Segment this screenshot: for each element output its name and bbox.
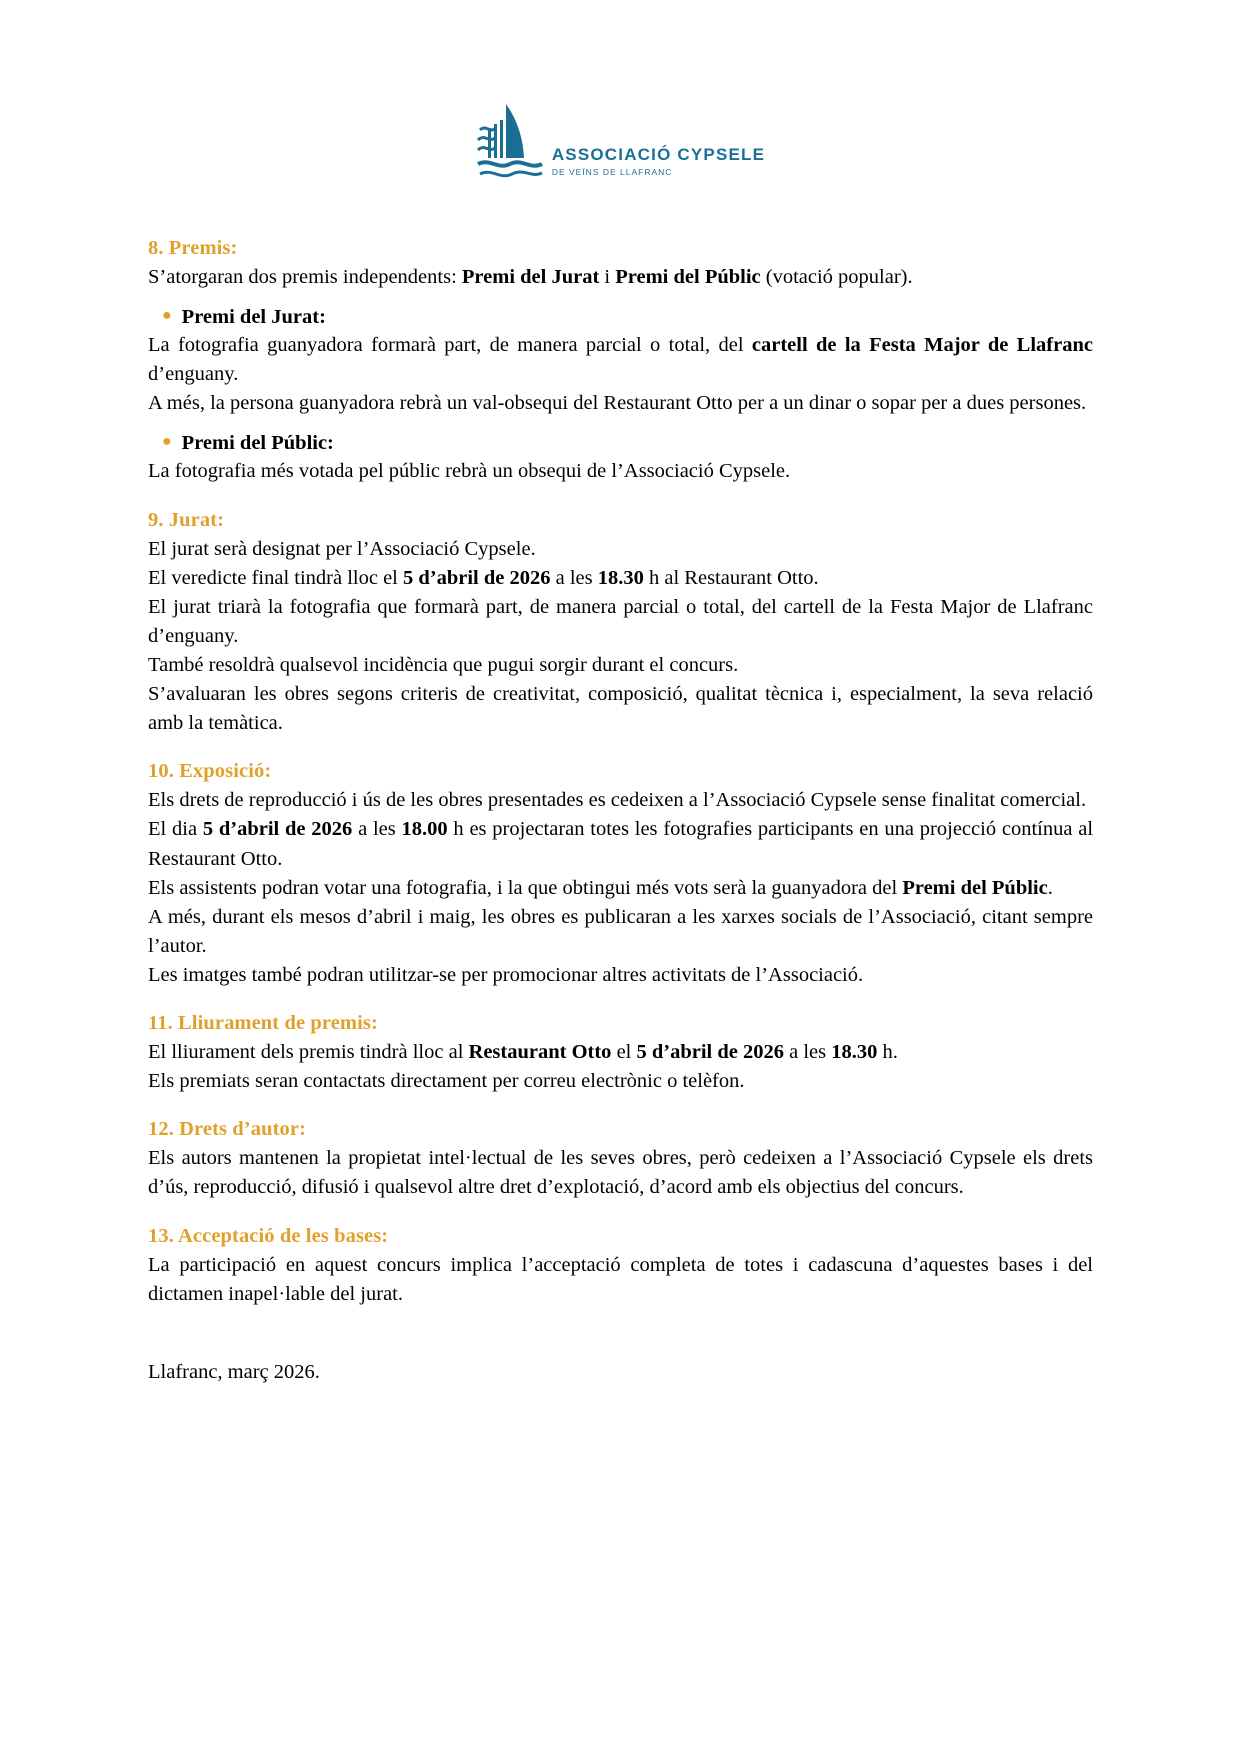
section-heading: 12. Drets d’autor: [148,1118,306,1141]
section-heading: 10. Exposició: [148,760,272,783]
section-heading: 9. Jurat: [148,508,225,531]
bullet-label: Premi del Públic: [181,432,334,455]
bullet-dot-icon: ● [162,307,172,325]
section-paragraph: El veredicte final tindrà lloc el 5 d’abril de 2026 a les 18.30 h al Restaurant Otto. [148,566,819,589]
logo-name: ASSOCIACIÓ CYPSELE [551,145,766,164]
logo-header [148,100,1093,189]
section-heading: 11. Lliurament de premis: [148,1012,378,1035]
section-exposicio [148,760,1093,990]
section-jurat [148,509,1093,739]
section-paragraph: A més, durant els mesos d’abril i maig, les obres es publicaran a les xarxes socials de l’Associació, citant sempre l’autor. [148,905,1093,957]
section-paragraph: El lliurament dels premis tindrà lloc al Restaurant Otto el 5 d’abril de 2026 a les 18.30 h. [148,1041,898,1064]
section-heading: 8. Premis: [148,237,238,259]
association-logo [476,100,765,189]
section-paragraph: Els premiats seran contactats directament per correu electrònic o telèfon. [148,1070,745,1093]
logo-text-block [552,145,765,189]
document-body [148,237,1093,1309]
section-paragraph: També resoldrà qualsevol incidència que pugui sorgir durant el concurs. [148,653,739,676]
section-intro: S’atorgaran dos premis independents: Premi del Jurat i Premi del Públic (votació popular). [148,266,913,288]
sailboat-icon [476,100,544,189]
bullet-paragraph: La fotografia més votada pel públic rebrà un obsequi de l’Associació Cypsele. [148,460,791,483]
section-paragraph: Els autors mantenen la propietat intel·lectual de les seves obres, però cedeixen a l’Associació Cypsele els drets d’ús, reproducció, difusió i qualsevol altre dret d’explotació, d’acord amb els objectius del concurs. [148,1147,1093,1199]
section-paragraph: El jurat serà designat per l’Associació Cypsele. [148,537,536,560]
section-premis [148,237,1093,487]
section-paragraph: Els drets de reproducció i ús de les obres presentades es cedeixen a l’Associació Cypsele sense finalitat comercial. [148,789,1087,812]
section-acceptacio [148,1225,1093,1309]
section-paragraph: S’avaluaran les obres segons criteris de creativitat, composició, qualitat tècnica i, especialment, la seva relació amb la temàtica. [148,683,1093,735]
section-paragraph: Les imatges també podran utilitzar-se per promocionar altres activitats de l’Associació. [148,963,864,986]
logo-subtitle: DE VEÏNS DE LLAFRANC [551,167,673,177]
closing-line: Llafranc, març 2026. [148,1360,320,1383]
section-paragraph: El dia 5 d’abril de 2026 a les 18.00 h es projectaran totes les fotografies participants en una projecció contínua al Restaurant Otto. [148,818,1094,870]
section-paragraph: El jurat triarà la fotografia que formarà part, de manera parcial o total, del cartell de la Festa Major de Llafranc d’enguany. [148,595,1093,647]
bullet-paragraph: A més, la persona guanyadora rebrà un val-obsequi del Restaurant Otto per a un dinar o sopar per a dues persones. [148,392,1087,415]
section-drets-autor [148,1118,1093,1202]
section-paragraph: La participació en aquest concurs implica l’acceptació completa de totes i cadascuna d’aquestes bases i del dictamen inapel·lable del jurat. [148,1253,1093,1305]
bullet-label: Premi del Jurat: [181,306,326,329]
bullet-dot-icon: ● [162,433,172,451]
bullet-item [148,432,1093,455]
section-heading: 13. Acceptació de les bases: [148,1224,389,1247]
section-paragraph: Els assistents podran votar una fotografia, i la que obtingui més vots serà la guanyadora del Premi del Públic. [148,876,1053,899]
bullet-item [148,306,1093,329]
bullet-paragraph: La fotografia guanyadora formarà part, de manera parcial o total, del cartell de la Festa Major de Llafranc d’enguany. [148,334,1093,386]
section-lliurament [148,1012,1093,1096]
